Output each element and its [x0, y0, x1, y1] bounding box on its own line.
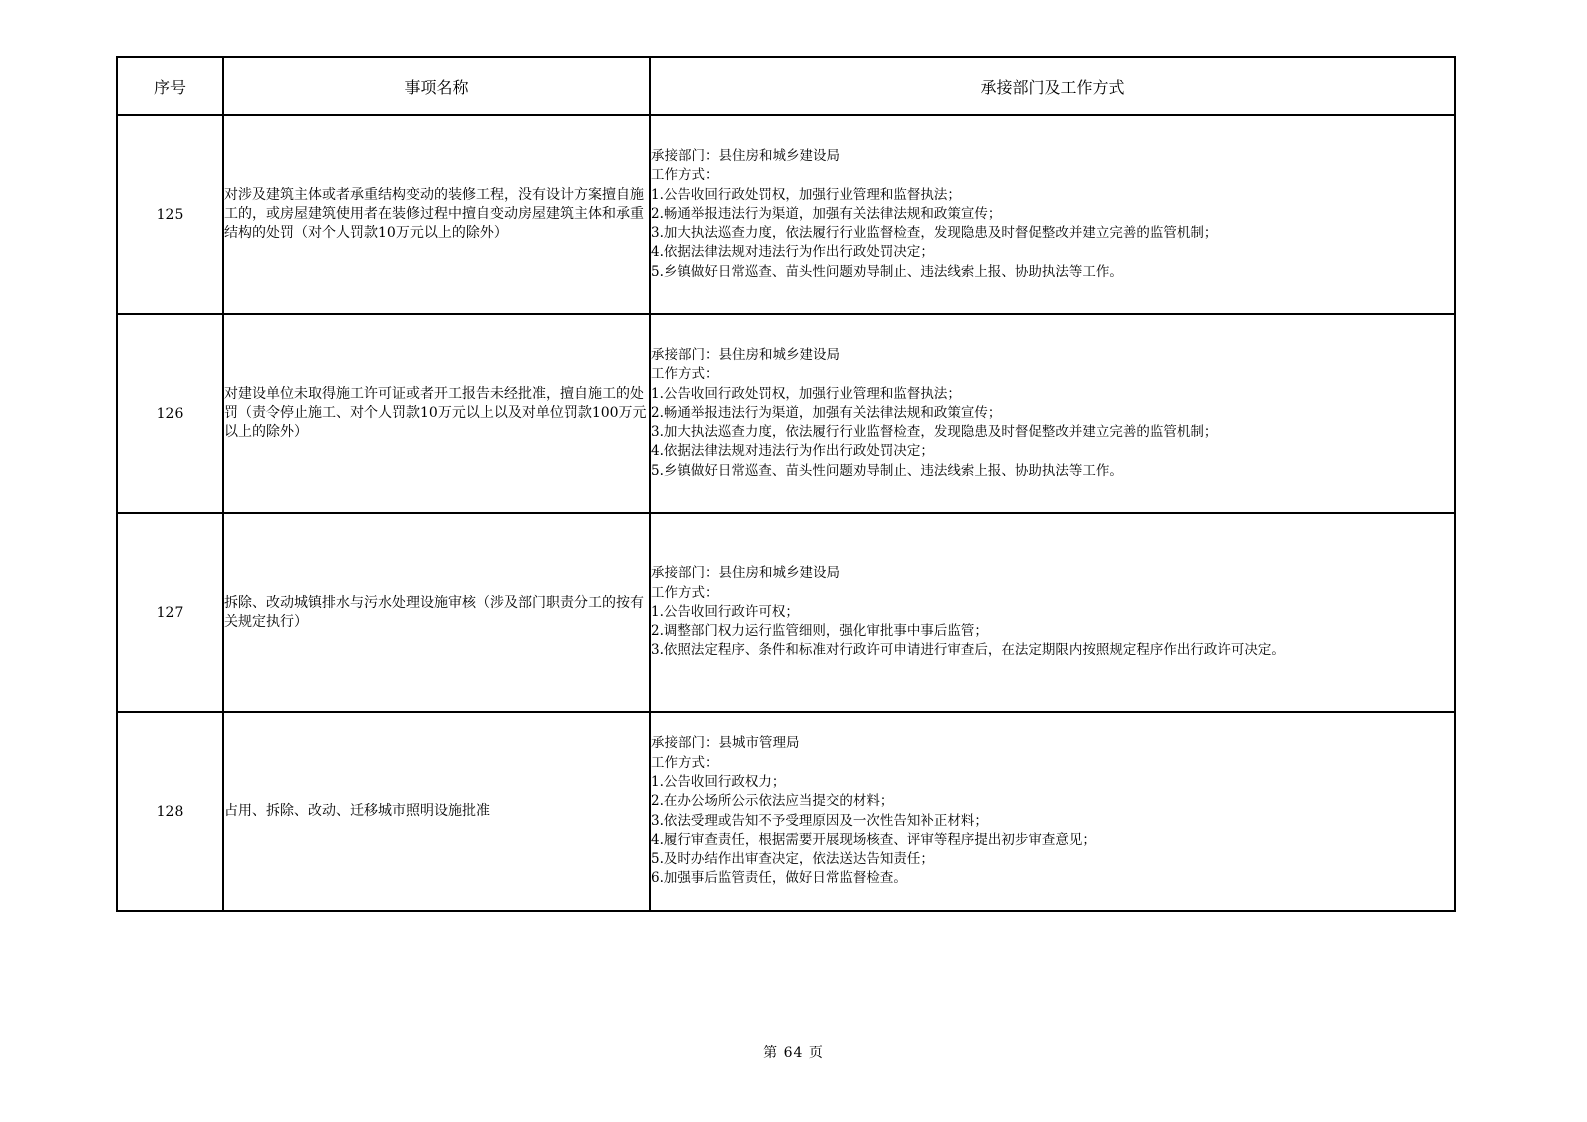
method-line: 1.公告收回行政权力；	[651, 773, 786, 790]
method-line: 承接部门：县住房和城乡建设局	[651, 346, 840, 363]
method-line: 承接部门：县城市管理局	[651, 735, 800, 752]
row-seq: 127	[117, 513, 223, 712]
method-line: 承接部门：县住房和城乡建设局	[651, 147, 840, 164]
header-seq: 序号	[117, 57, 223, 115]
row-name: 占用、拆除、改动、迁移城市照明设施批准	[223, 712, 650, 911]
matters-table	[116, 56, 1456, 912]
table-row	[117, 314, 1455, 513]
method-line: 2.畅通举报违法行为渠道，加强有关法律法规和政策宣传；	[651, 404, 1002, 421]
table-row	[117, 712, 1455, 911]
method-line: 1.公告收回行政处罚权，加强行业管理和监督执法；	[651, 385, 961, 402]
method-line: 2.畅通举报违法行为渠道，加强有关法律法规和政策宣传；	[651, 205, 1002, 222]
table-row	[117, 513, 1455, 712]
method-line: 3.依照法定程序、条件和标准对行政许可申请进行审查后，在法定期限内按照规定程序作出行政许可决定。	[651, 642, 1285, 659]
method-line: 1.公告收回行政处罚权，加强行业管理和监督执法；	[651, 186, 961, 203]
row-name: 对建设单位未取得施工许可证或者开工报告未经批准，擅自施工的处罚（责令停止施工、对个人罚款10万元以上以及对单位罚款100万元以上的除外）	[223, 314, 650, 513]
method-line: 承接部门：县住房和城乡建设局	[651, 565, 840, 582]
row-method	[650, 712, 1455, 911]
method-line: 6.加强事后监管责任，做好日常监督检查。	[651, 870, 907, 887]
row-method	[650, 314, 1455, 513]
method-line: 2.调整部门权力运行监管细则，强化审批事中事后监管；	[651, 623, 988, 640]
row-seq: 128	[117, 712, 223, 911]
header-row	[117, 57, 1455, 115]
row-method	[650, 115, 1455, 314]
method-line: 5.及时办结作出审查决定，依法送达告知责任；	[651, 851, 934, 868]
method-line: 2.在办公场所公示依法应当提交的材料；	[651, 793, 894, 810]
header-method: 承接部门及工作方式	[650, 57, 1455, 115]
table-row	[117, 115, 1455, 314]
method-line: 3.加大执法巡查力度，依法履行行业监督检查，发现隐患及时督促整改并建立完善的监管机制；	[651, 225, 1218, 242]
method-line: 1.公告收回行政许可权；	[651, 603, 799, 620]
method-line: 工作方式：	[651, 584, 719, 601]
method-line: 5.乡镇做好日常巡查、苗头性问题劝导制止、违法线索上报、协助执法等工作。	[651, 263, 1123, 280]
header-name: 事项名称	[223, 57, 650, 115]
page-number: 第 64 页	[763, 1045, 824, 1061]
method-line: 3.加大执法巡查力度，依法履行行业监督检查，发现隐患及时督促整改并建立完善的监管机制；	[651, 424, 1218, 441]
method-line: 工作方式：	[651, 366, 719, 383]
method-line: 4.依据法律法规对违法行为作出行政处罚决定；	[651, 443, 934, 460]
method-line: 3.依法受理或告知不予受理原因及一次性告知补正材料；	[651, 812, 988, 829]
row-seq: 126	[117, 314, 223, 513]
method-line: 5.乡镇做好日常巡查、苗头性问题劝导制止、违法线索上报、协助执法等工作。	[651, 462, 1123, 479]
method-line: 工作方式：	[651, 754, 719, 771]
method-line: 工作方式：	[651, 167, 719, 184]
row-name: 拆除、改动城镇排水与污水处理设施审核（涉及部门职责分工的按有关规定执行）	[223, 513, 650, 712]
row-method	[650, 513, 1455, 712]
method-line: 4.依据法律法规对违法行为作出行政处罚决定；	[651, 244, 934, 261]
row-seq: 125	[117, 115, 223, 314]
method-line: 4.履行审查责任，根据需要开展现场核查、评审等程序提出初步审查意见；	[651, 831, 1096, 848]
row-name: 对涉及建筑主体或者承重结构变动的装修工程，没有设计方案擅自施工的，或房屋建筑使用者在装修过程中擅自变动房屋建筑主体和承重结构的处罚（对个人罚款10万元以上的除外）	[223, 115, 650, 314]
